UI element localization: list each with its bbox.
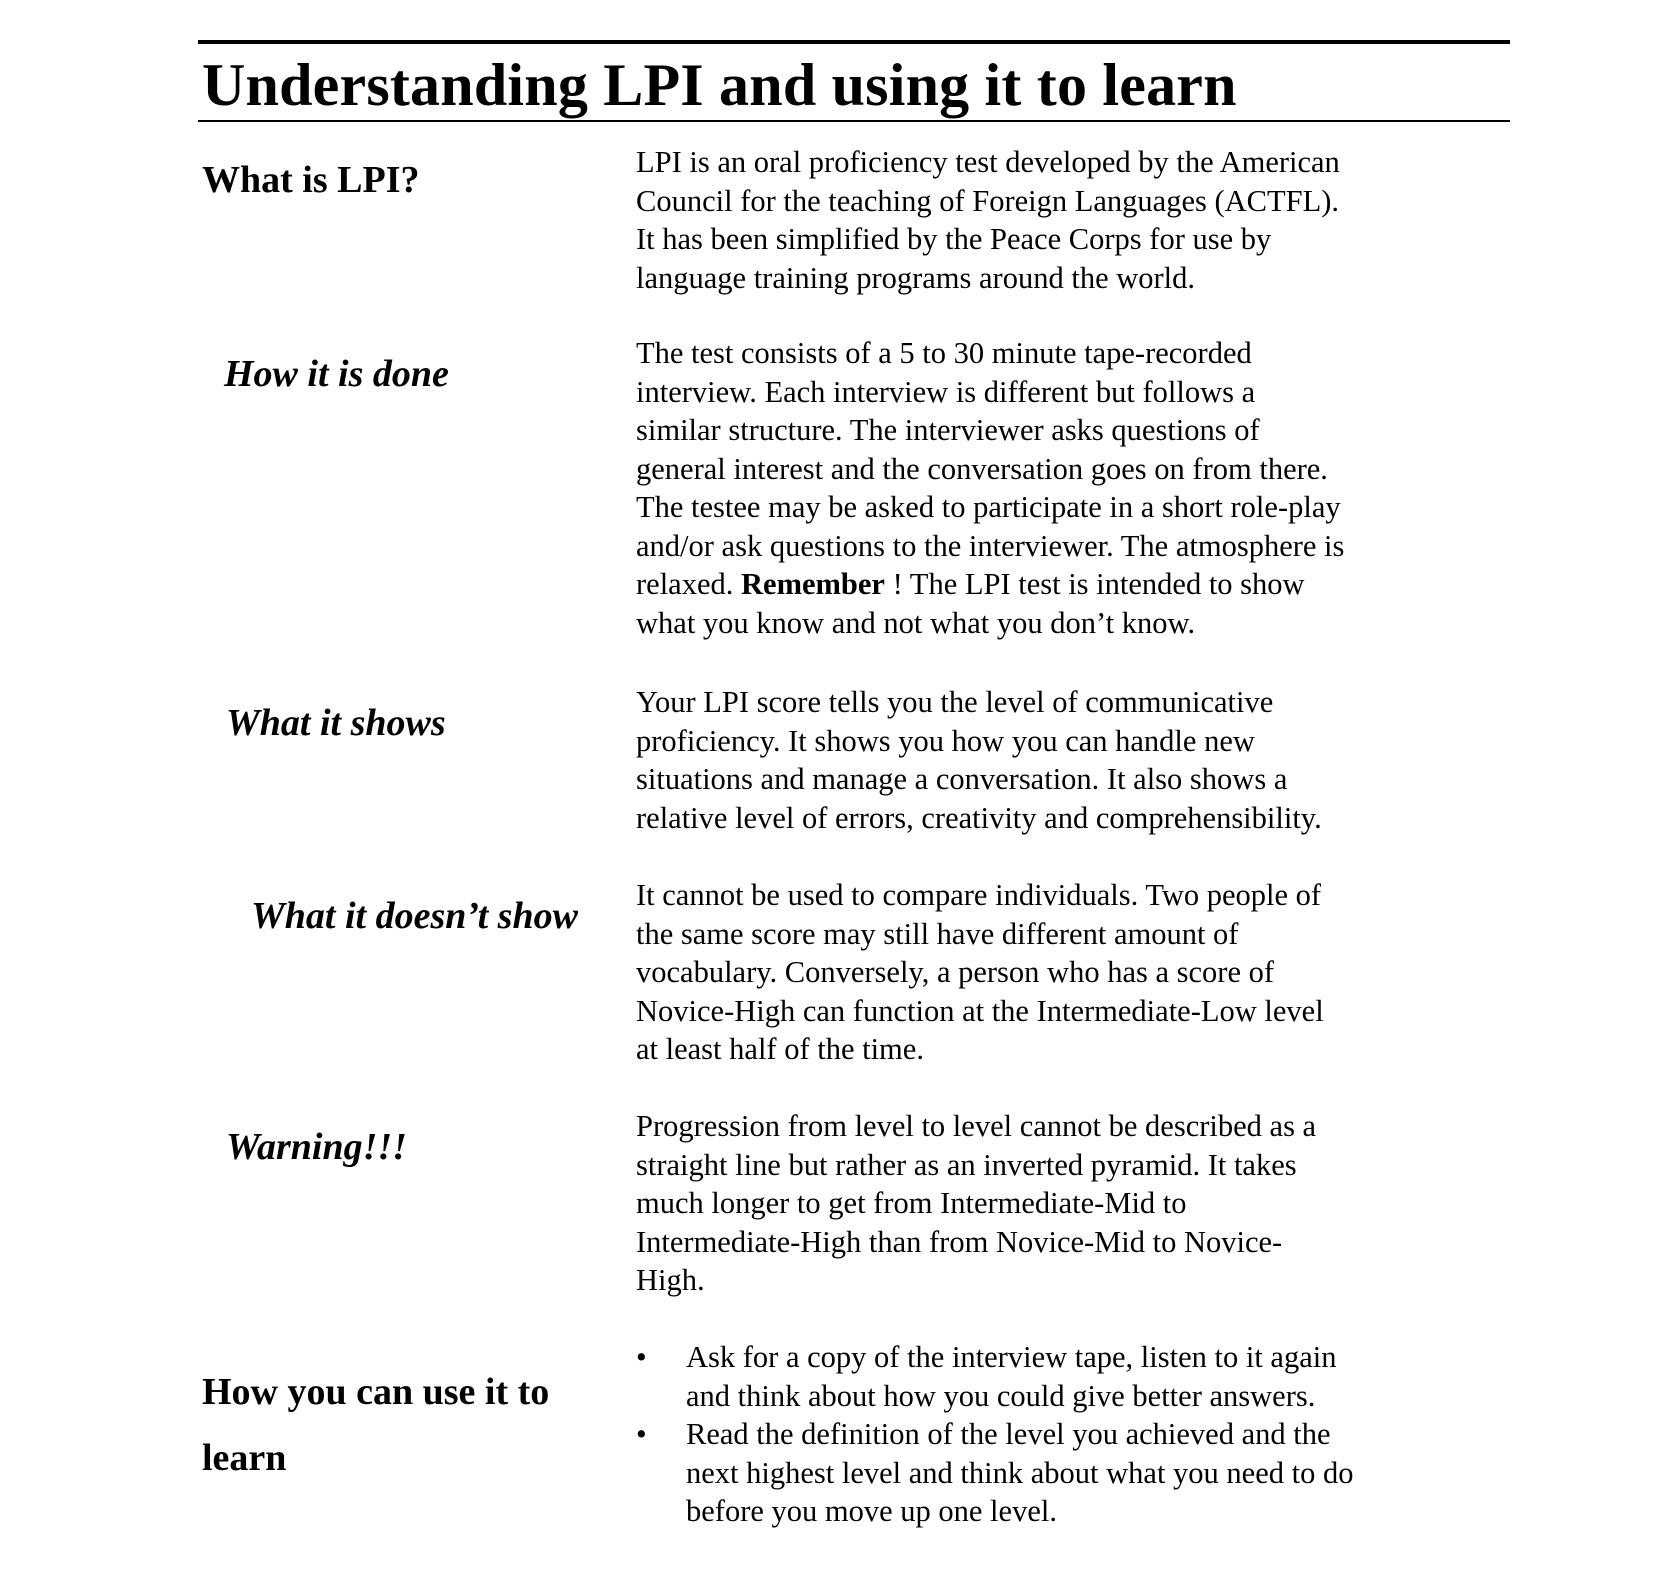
list-item [636,1338,1456,1415]
section-text-what-it-doesnt-show: It cannot be used to compare individuals. Two people of the same score may still have different amount of vocabulary. Conversely, a person who has a score of Novice-High can function at the Intermediate-Low level at least half of the time. [636,878,1324,1066]
section-heading-warning: Warning!!! [226,1126,407,1168]
document-page [198,40,1510,122]
page-title: Understanding LPI and using it to learn [202,52,1237,118]
section-heading-how-to-use-line2: learn [202,1437,287,1479]
bullet-icon: • [636,1340,647,1374]
section-text-warning: Progression from level to level cannot be described as a straight line but rather as an inverted pyramid. It takes much longer to get from Intermediate-Mid to Intermediate-High than from Novice-Mid to Novice- High. [636,1109,1317,1297]
section-heading-what-it-doesnt-show: What it doesn’t show [251,895,578,937]
text-segment: The test consists of a 5 to 30 minute tape-recorded interview. Each interview is different but follows a similar structure. The interviewer asks questions of general interest and the conversation goes on from there. The testee may be asked to participate in a short role-play and/or ask questions to the interviewer. The atmosphere is relaxed. [636,336,1345,601]
list-item [636,1415,1456,1531]
text-segment: ! The LPI test is intended to show what you know and not what you don’t know. [636,567,1305,640]
remember-emphasis: Remember [741,567,885,601]
bullet-icon: • [636,1417,647,1451]
title-bottom-rule [198,120,1510,122]
section-text-what-it-shows: Your LPI score tells you the level of communicative proficiency. It shows you how you can handle new situations and manage a conversation. It also shows a relative level of errors, creativity and comprehensibility. [636,685,1322,835]
section-heading-how-to-use-line1: How you can use it to [202,1371,550,1413]
section-heading-what-it-shows: What it shows [226,702,446,744]
list-item-text: Read the definition of the level you achieved and the next highest level and think about what you need to do before you move up one level. [686,1417,1354,1528]
tips-list [636,1338,1456,1531]
section-heading-how-it-is-done: How it is done [224,353,449,395]
section-heading-what-is-lpi: What is LPI? [202,159,420,201]
section-text-what-is-lpi: LPI is an oral proficiency test developed by the American Council for the teaching of Foreign Languages (ACTFL). It has been simplified by the Peace Corps for use by language training programs around the world. [636,145,1340,295]
section-text-how-it-is-done [636,334,1456,642]
list-item-text: Ask for a copy of the interview tape, listen to it again and think about how you could give better answers. [686,1340,1337,1413]
